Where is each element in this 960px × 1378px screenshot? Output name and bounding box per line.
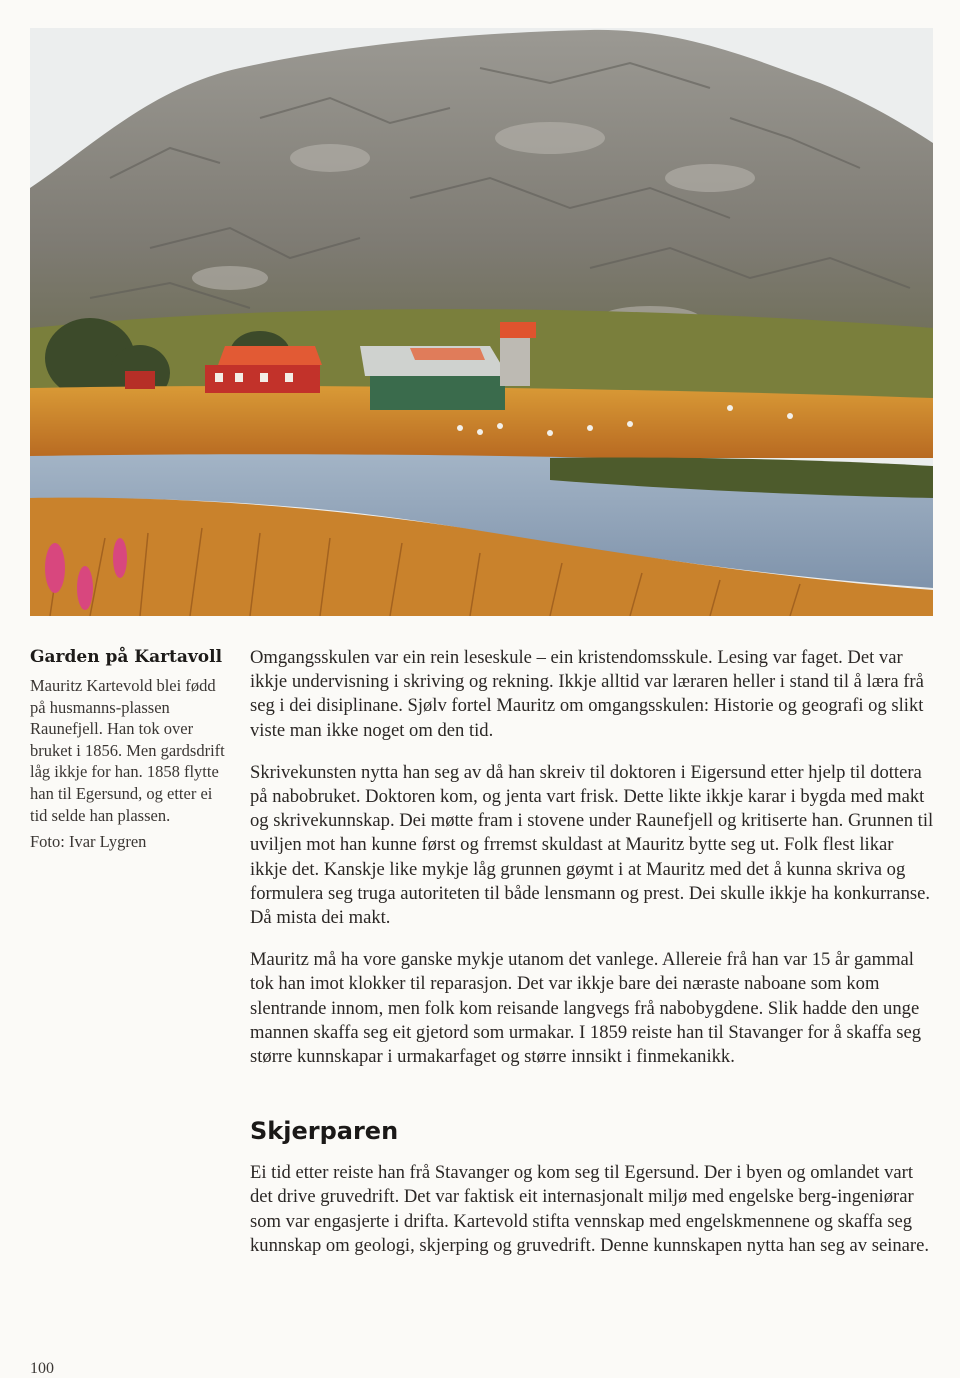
main-text: [250, 646, 935, 1276]
landscape-photo: [30, 28, 933, 616]
paragraph: Skrivekunsten nytta han seg av då han skreiv til doktoren i Eigersund etter hjelp til dottera på nabobruket. Doktoren kom, og jenta vart frisk. Dette likte ikkje karar i bygda med makt og skrivekunnskap. Dei møtte fram i stovene under Raunefjell og kritiserte han. Grunnen til uviljen mot han kunne først og frremst skuldast at Mauritz bytte seg ut. Folk flest likar ikkje det. Kanskje like mykje låg grunnen gøymt i at Mauritz med det å kunna skriva og formulera seg truga autoriteten til både lensmann og prest. Dei skulle ikkje ha konkurranse. Då mista dei makt.: [250, 761, 934, 929]
section-paragraph: Ei tid etter reiste han frå Stavanger og kom seg til Egersund. Der i byen og omlandet vart det drive gruvedrift. Det var faktisk eit internasjonalt miljø med engelske berg-ingeniørar som var engasjerte i drifta. Kartevold stifta vennskap med engelskmennene og skaffa seg kunnskap om geologi, skjerping og gruvedrift. Denne kunnskapen nytta han seg av seinare.: [250, 1162, 930, 1256]
section-heading: Skjerparen: [250, 1117, 399, 1146]
page-number: 100: [30, 1360, 54, 1377]
paragraph: Mauritz må ha vore ganske mykje utanom det vanlege. Allereie frå han var 15 år gammal tok han imot klokker til reparasjon. Det var ikkje bare dei næraste naboane som kom slentrande innom, men folk kom reisande langvegs frå nabobygdene. Slik hadde den unge mannen skaffa seg eit gjetord som urmakar. I 1859 reiste han til Stavanger for å skaffa seg større kunnskapar i urmakarfaget og større innsikt i finmekanikk.: [250, 949, 922, 1068]
photo-caption: [30, 644, 230, 853]
paragraph: Omgangsskulen var ein rein leseskule – ein kristendomsskule. Lesing var faget. Det var ikkje undervisning i skriving og rekning. Ikkje alltid var læraren heller i stand til å læra frå seg i dei disiplinane. Sjølv fortel Mauritz om omgangsskulen: Historie og geografi og slikt viste man ikke noget om den tid.: [250, 647, 924, 741]
caption-text: Mauritz Kartevold blei fødd på husmanns-plassen Raunefjell. Han tok over bruket i 1856. Men gardsdrift låg ikkje for han. 1858 flytte han til Egersund, og etter ei tid selde han plassen.: [30, 676, 225, 825]
farm-landscape-illustration: [30, 28, 933, 616]
caption-title: Garden på Kartavoll: [30, 647, 223, 667]
photo-credit: Foto: Ivar Lygren: [30, 832, 147, 852]
